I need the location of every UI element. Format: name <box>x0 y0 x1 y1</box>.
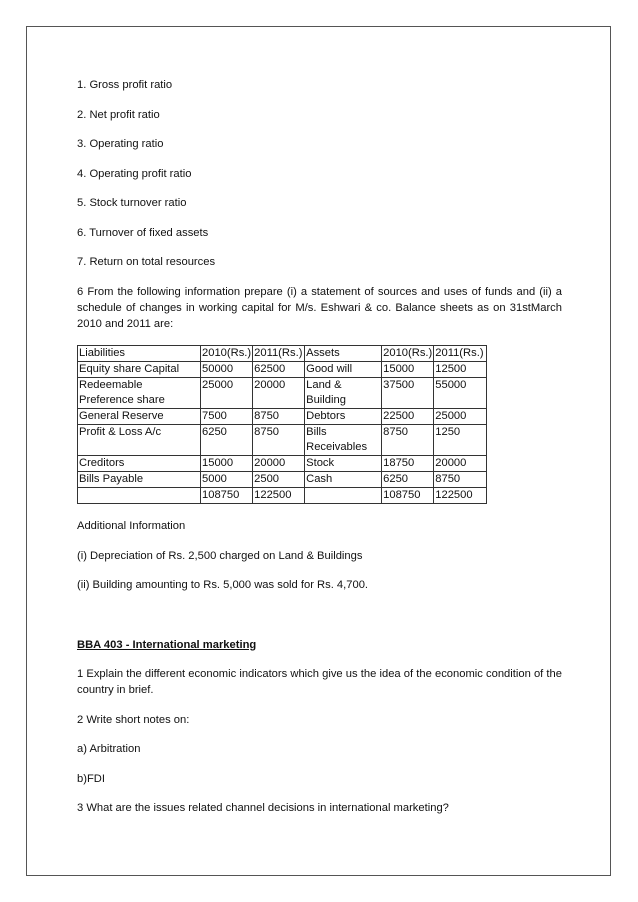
table-cell: 5000 <box>201 472 253 488</box>
table-header-cell: 2011(Rs.) <box>253 346 305 362</box>
table-cell: Cash <box>305 472 382 488</box>
table-cell: 55000 <box>434 378 487 409</box>
document-body <box>77 77 562 830</box>
question-1: 1 Explain the different economic indicators which give us the idea of the economic condition of the country in brief. <box>77 668 562 696</box>
table-header-cell: Liabilities <box>78 346 201 362</box>
table-cell: Redeemable Preference share <box>78 378 201 409</box>
table-cell: Stock <box>305 456 382 472</box>
ratio-item-3: 3. Operating ratio <box>77 138 164 150</box>
table-cell: 50000 <box>201 362 253 378</box>
table-cell: 20000 <box>253 456 305 472</box>
table-cell: 8750 <box>434 472 487 488</box>
table-row <box>78 362 487 378</box>
table-cell: Good will <box>305 362 382 378</box>
table-total-row <box>78 488 487 504</box>
table-cell: 25000 <box>201 378 253 409</box>
table-cell: 25000 <box>434 409 487 425</box>
table-cell: 6250 <box>382 472 434 488</box>
table-cell: 15000 <box>201 456 253 472</box>
question-2: 2 Write short notes on: <box>77 713 190 726</box>
table-cell: General Reserve <box>78 409 201 425</box>
table-header-cell: Assets <box>305 346 382 362</box>
table-cell: 122500 <box>434 488 487 504</box>
table-cell: 108750 <box>382 488 434 504</box>
table-cell: 8750 <box>382 425 434 456</box>
table-cell: Debtors <box>305 409 382 425</box>
table-cell: Land & Building <box>305 378 382 409</box>
section-spacer <box>77 607 562 637</box>
table-header-cell: 2011(Rs.) <box>434 346 487 362</box>
table-cell: Creditors <box>78 456 201 472</box>
table-cell: 122500 <box>253 488 305 504</box>
balance-sheet-table <box>77 345 487 504</box>
ratio-item-7: 7. Return on total resources <box>77 256 216 268</box>
section-heading: BBA 403 - International marketing <box>77 638 257 651</box>
table-cell: 108750 <box>201 488 253 504</box>
question-6: 6 From the following information prepare (i) a statement of sources and uses of funds and (ii) a schedule of changes in working capital for M/s. Eshwari & co. Balance sheets as on 31stMarch 2010 and 2011 are: <box>77 285 562 330</box>
table-cell: 22500 <box>382 409 434 425</box>
table-header-cell: 2010(Rs.) <box>201 346 253 362</box>
table-cell: 1250 <box>434 425 487 456</box>
table-cell: 8750 <box>253 425 305 456</box>
table-cell: 12500 <box>434 362 487 378</box>
table-cell: 20000 <box>434 456 487 472</box>
question-3: 3 What are the issues related channel decisions in international marketing? <box>77 802 449 814</box>
table-row <box>78 425 487 456</box>
table-cell: 37500 <box>382 378 434 409</box>
table-cell: 18750 <box>382 456 434 472</box>
ratio-item-2: 2. Net profit ratio <box>77 108 160 121</box>
table-header-row <box>78 346 487 362</box>
table-row <box>78 409 487 425</box>
table-cell: 20000 <box>253 378 305 409</box>
table-cell: 2500 <box>253 472 305 488</box>
ratio-item-1: 1. Gross profit ratio <box>77 79 173 91</box>
table-row <box>78 472 487 488</box>
table-row <box>78 456 487 472</box>
ratio-item-6: 6. Turnover of fixed assets <box>77 226 209 239</box>
ratio-item-5: 5. Stock turnover ratio <box>77 197 187 209</box>
table-cell: Equity share Capital <box>78 362 201 378</box>
table-cell: 15000 <box>382 362 434 378</box>
table-cell: 6250 <box>201 425 253 456</box>
table-cell: 7500 <box>201 409 253 425</box>
table-header-cell: 2010(Rs.) <box>382 346 434 362</box>
table-cell: Bills Payable <box>78 472 201 488</box>
additional-info-title: Additional Information <box>77 520 186 532</box>
question-2a: a) Arbitration <box>77 743 141 755</box>
table-row <box>78 378 487 409</box>
table-cell <box>305 488 382 504</box>
table-cell: 8750 <box>253 409 305 425</box>
table-cell: 62500 <box>253 362 305 378</box>
table-cell <box>78 488 201 504</box>
table-cell: Bills Receivables <box>305 425 382 456</box>
ratio-item-4: 4. Operating profit ratio <box>77 167 192 180</box>
table-cell: Profit & Loss A/c <box>78 425 201 456</box>
additional-info-item-1: (i) Depreciation of Rs. 2,500 charged on Land & Buildings <box>77 549 363 562</box>
additional-info-item-2: (ii) Building amounting to Rs. 5,000 was sold for Rs. 4,700. <box>77 579 369 591</box>
question-2b: b)FDI <box>77 772 105 785</box>
